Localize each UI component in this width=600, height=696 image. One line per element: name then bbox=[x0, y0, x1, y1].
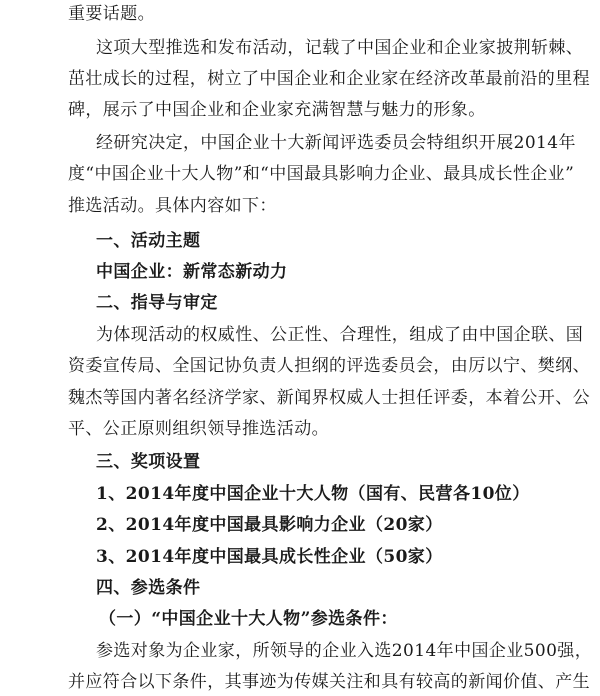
paragraph-line: 平、公正原则组织领导推选活动。 bbox=[68, 419, 329, 439]
paragraph-tail: 重要话题。 bbox=[68, 4, 155, 24]
paragraph-line: 为体现活动的权威性、公正性、合理性，组成了由中国企联、国 bbox=[96, 325, 584, 345]
paragraph-line: 推选活动。具体内容如下： bbox=[68, 196, 277, 216]
award-item-1: 1、2014年度中国企业十大人物（国有、民营各10位） bbox=[96, 484, 530, 504]
subsection-heading: （一）“中国企业十大人物”参选条件： bbox=[99, 609, 398, 629]
paragraph-line: 度“中国企业十大人物”和“中国最具影响力企业、最具成长性企业” bbox=[68, 164, 575, 184]
award-item-2: 2、2014年度中国最具影响力企业（20家） bbox=[96, 515, 443, 535]
award-item-3: 3、2014年度中国最具成长性企业（50家） bbox=[96, 547, 443, 567]
paragraph-line: 资委宣传局、全国记协负责人担纲的评选委员会，由厉以宁、樊纲、 bbox=[68, 356, 590, 376]
paragraph-line: 这项大型推选和发布活动，记载了中国企业和企业家披荆斩棘、 bbox=[96, 38, 584, 58]
paragraph-line: 经研究决定，中国企业十大新闻评选委员会特组织开展2014年 bbox=[96, 133, 576, 153]
paragraph-line: 茁壮成长的过程，树立了中国企业和企业家在经济改革最前沿的里程 bbox=[68, 69, 590, 89]
activity-theme: 中国企业：新常态新动力 bbox=[96, 262, 288, 282]
paragraph-line: 并应符合以下条件，其事迹为传媒关注和具有较高的新闻价值、产生 bbox=[68, 672, 590, 692]
section-heading-1: 一、活动主题 bbox=[96, 231, 201, 251]
section-heading-3: 三、奖项设置 bbox=[96, 452, 201, 472]
paragraph-line: 碑，展示了中国企业和企业家充满智慧与魅力的形象。 bbox=[68, 100, 486, 120]
paragraph-line: 参选对象为企业家，所领导的企业入选2014年中国企业500强， bbox=[96, 641, 593, 661]
section-heading-2: 二、指导与审定 bbox=[96, 293, 218, 313]
section-heading-4: 四、参选条件 bbox=[96, 578, 201, 598]
paragraph-line: 魏杰等国内著名经济学家、新闻界权威人士担任评委，本着公开、公 bbox=[68, 388, 590, 408]
